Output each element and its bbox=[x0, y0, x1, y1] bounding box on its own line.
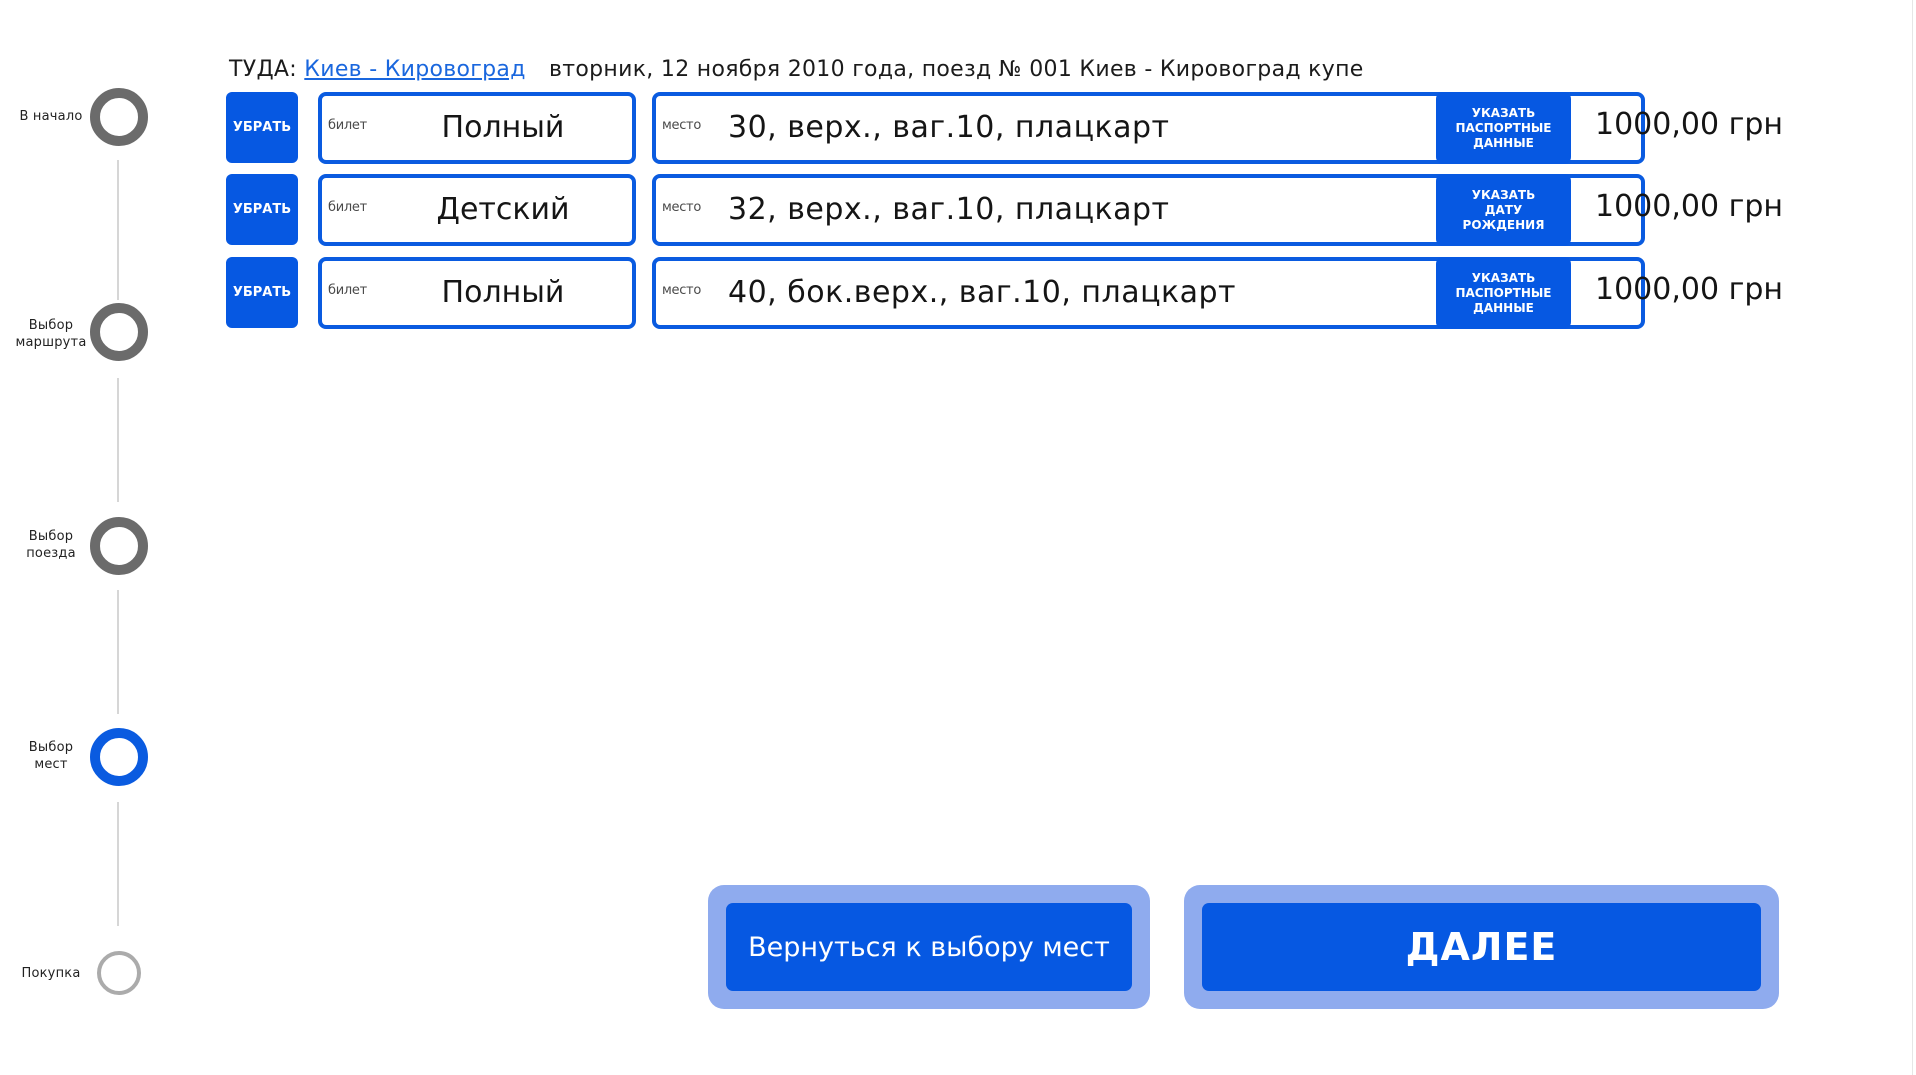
ticket-row bbox=[226, 173, 1786, 245]
step-current-circle-icon bbox=[90, 728, 148, 786]
next-button-label: ДАЛЕЕ bbox=[1202, 903, 1761, 991]
trip-route-link[interactable]: Киев - Кировоград bbox=[304, 57, 526, 82]
step-label: Выбор поезда bbox=[26, 529, 76, 561]
ticket-price: 1000,00 грн bbox=[1595, 107, 1784, 142]
remove-ticket-button[interactable]: УБРАТЬ bbox=[226, 257, 298, 328]
ticket-type-caption: билет bbox=[328, 283, 367, 298]
ticket-type-value: Детский bbox=[436, 192, 570, 227]
ticket-type-field[interactable] bbox=[318, 257, 636, 329]
step-label: В начало bbox=[19, 109, 83, 124]
ticket-row bbox=[226, 91, 1786, 163]
enter-birth-date-button[interactable]: УКАЗАТЬ ДАТУ РОЖДЕНИЯ bbox=[1436, 174, 1571, 246]
stepper-connector bbox=[117, 590, 119, 714]
step-seat-selection[interactable] bbox=[0, 722, 160, 792]
step-pending-circle-icon bbox=[97, 951, 141, 995]
back-button-label: Вернуться к выбору мест bbox=[726, 903, 1132, 991]
ticket-type-value: Полный bbox=[441, 110, 565, 145]
step-purchase bbox=[0, 950, 160, 1020]
ticket-price: 1000,00 грн bbox=[1595, 272, 1784, 307]
enter-passport-data-button[interactable]: УКАЗАТЬ ПАСПОРТНЫЕ ДАННЫЕ bbox=[1436, 92, 1571, 164]
ticket-type-caption: билет bbox=[328, 200, 367, 215]
stepper-connector bbox=[117, 378, 119, 502]
seat-value: 40, бок.верх., ваг.10, плацкарт bbox=[728, 275, 1237, 310]
step-route-selection[interactable] bbox=[0, 297, 160, 367]
ticket-type-caption: билет bbox=[328, 118, 367, 133]
ticket-type-value: Полный bbox=[441, 275, 565, 310]
seat-caption: место bbox=[662, 283, 701, 298]
window-edge-divider bbox=[1912, 0, 1913, 1075]
seat-value: 32, верх., ваг.10, плацкарт bbox=[728, 192, 1170, 227]
next-button[interactable] bbox=[1184, 885, 1779, 1009]
step-done-circle-icon bbox=[90, 517, 148, 575]
ticket-type-field[interactable] bbox=[318, 92, 636, 164]
step-done-circle-icon bbox=[90, 303, 148, 361]
step-train-selection[interactable] bbox=[0, 511, 160, 581]
stepper-connector bbox=[117, 802, 119, 926]
stepper-connector bbox=[117, 160, 119, 300]
trip-details: вторник, 12 ноября 2010 года, поезд № 001 Киев - Кировоград купе bbox=[549, 57, 1364, 82]
remove-ticket-button[interactable]: УБРАТЬ bbox=[226, 92, 298, 163]
step-label: Покупка bbox=[21, 966, 81, 981]
back-to-seat-selection-button[interactable] bbox=[708, 885, 1150, 1009]
ticket-row bbox=[226, 256, 1786, 328]
step-done-circle-icon bbox=[90, 88, 148, 146]
ticket-price: 1000,00 грн bbox=[1595, 189, 1784, 224]
remove-ticket-button[interactable]: УБРАТЬ bbox=[226, 174, 298, 245]
seat-caption: место bbox=[662, 118, 701, 133]
seat-value: 30, верх., ваг.10, плацкарт bbox=[728, 110, 1170, 145]
enter-passport-data-button[interactable]: УКАЗАТЬ ПАСПОРТНЫЕ ДАННЫЕ bbox=[1436, 257, 1571, 329]
seat-caption: место bbox=[662, 200, 701, 215]
step-label: Выбор мест bbox=[28, 740, 74, 772]
ticket-type-field[interactable] bbox=[318, 174, 636, 246]
step-label: Выбор маршрута bbox=[15, 318, 87, 350]
trip-header bbox=[229, 55, 1364, 85]
trip-direction-label: ТУДА: bbox=[229, 57, 297, 82]
step-start[interactable] bbox=[0, 82, 160, 152]
